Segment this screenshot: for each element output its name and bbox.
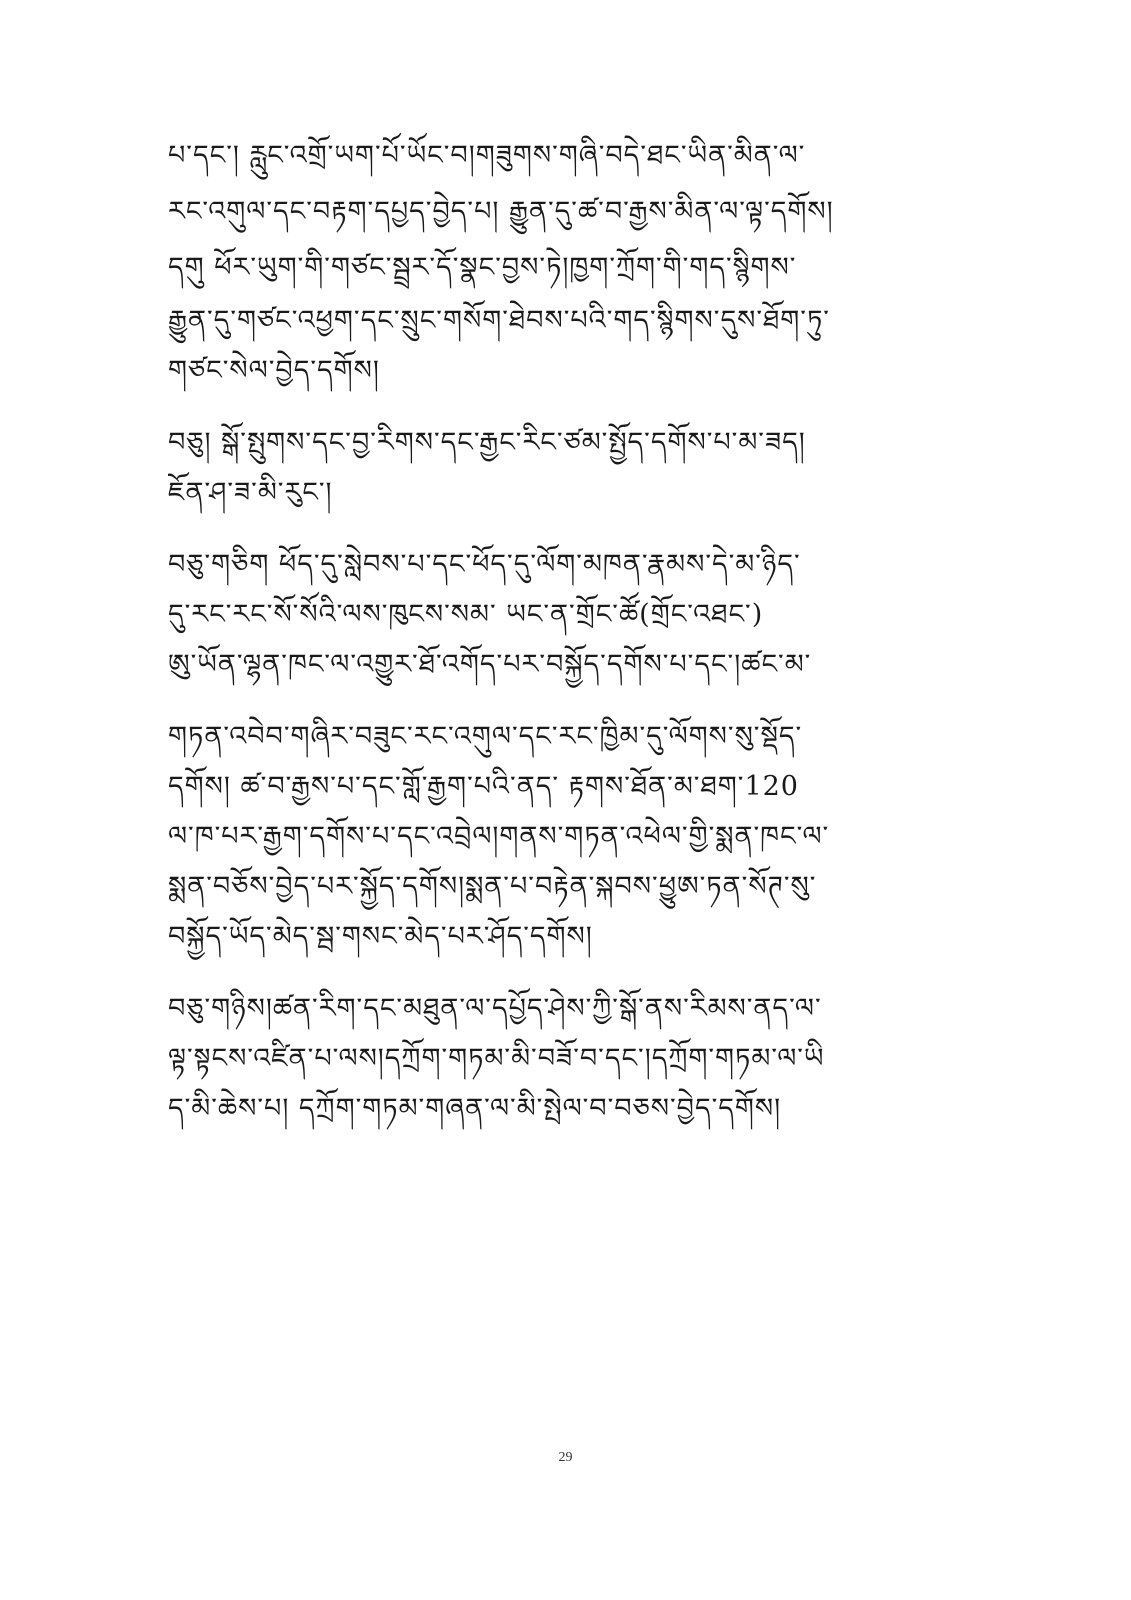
text-line: ལྟ་སྟངས་འཛིན་པ་ལས།དཀྲོག་གཏམ་མི་བཟོ་བ་དང་།དཀྲོག་གཏམ་ལ་ཡི	[168, 1043, 825, 1074]
text-line: གཙང་སེལ་བྱེད་དགོས།	[168, 355, 380, 386]
text-line: བཅུ་གཅིག ཕོད་དུ་སླེབས་པ་དང་ཕོད་དུ་ལོག་མཁན་རྣམས་དེ་མ་ཉིད་	[168, 549, 801, 580]
text-line: བསྐྱོད་ཡོད་མེད་སྦ་གསང་མེད་པར་ཤོད་དགོས།	[168, 921, 593, 952]
paragraph-1	[168, 128, 958, 184]
paragraph-item-10	[168, 418, 958, 518]
text-line: བཅུ། སྒོ་སྤུགས་དང་བྱ་རིགས་དང་རྒྱང་རིང་ཙམ་སྤྱོད་དགོས་པ་མ་ཟད།	[168, 427, 806, 458]
text-line: དགོས། ཚ་བ་རྒྱས་པ་དང་གློ་རྒྱག་པའི་ནད་ རྟགས་ཐོན་མ་ཐག་120	[168, 771, 799, 802]
text-line: སྨན་བཅོས་བྱེད་པར་སྐྱོད་དགོས།སྨན་པ་བརྟེན་སྐབས་ཕྱུཨ་ཏན་སོཊ་སུ་	[168, 871, 817, 902]
text-line: ཨུ་ཡོན་ལྷན་ཁང་ལ་འགྱུར་ཐོ་འགོད་པར་བསྐྱོད་དགོས་པ་དང་།ཚང་མ་	[168, 649, 812, 680]
body-text	[168, 128, 958, 1156]
paragraph-item-9-continued	[168, 296, 958, 396]
paragraph-item-9	[168, 240, 958, 296]
text-line: རྒྱུན་དུ་གཙང་འཕྱག་དང་སྲུང་གསོག་ཐེབས་པའི་གད་སྙིགས་དུས་ཐོག་ཏུ་	[168, 305, 830, 336]
text-line: རང་འགུལ་དང་བརྟག་དཔྱད་བྱེད་པ། རྒྱུན་དུ་ཚ་བ་རྒྱས་མིན་ལ་ལྟ་དགོས།	[168, 196, 834, 227]
text-line: གཏན་འབེབ་གཞིར་བཟུང་རང་འགུལ་དང་རང་ཁྱིམ་དུ་ལོགས་སུ་སྡོད་	[168, 721, 803, 752]
paragraph-2	[168, 184, 958, 240]
text-line: ད་མི་ཆེས་པ། དཀྲོག་གཏམ་གཞན་ལ་མི་སྤེལ་བ་བཅས་བྱེད་དགོས།	[168, 1093, 782, 1124]
paragraph-item-11	[168, 540, 958, 690]
page-number: 29	[558, 1450, 573, 1465]
text-line: བཅུ་གཉིས།ཚན་རིག་དང་མཐུན་ལ་དཔྱོད་ཤེས་ཀྱི་སྒོ་ནས་རིམས་ནད་ལ་	[168, 993, 822, 1024]
text-line: ལ་ཁ་པར་རྒྱག་དགོས་པ་དང་འབྲེལ།གནས་གཏན་འཕེལ་གྱི་སྨན་ཁང་ལ་	[168, 821, 830, 852]
text-line: ཇོན་ཤ་ཟ་མི་རུང་།	[168, 477, 333, 508]
paragraph-item-12	[168, 984, 958, 1134]
text-line: དགུ ཕོར་ཡུག་གི་གཙང་སྦྲར་དོ་སྣང་བྱས་ཏེ།ཁྱག་ཀྲོག་གི་གད་སྙིགས་	[168, 252, 797, 283]
text-line: པ་དང་། རླུང་འགྲོ་ཡག་པོ་ཡོང་བ།གཟུགས་གཞི་བདེ་ཐང་ཡིན་མིན་ལ་	[168, 140, 806, 171]
text-line: དུ་རང་རང་སོ་སོའི་ལས་ཁུངས་སམ་ ཡང་ན་གྲོང་ཚོ(གྲོང་འཐང་)	[168, 599, 764, 630]
paragraph-item-11-continued	[168, 712, 958, 962]
